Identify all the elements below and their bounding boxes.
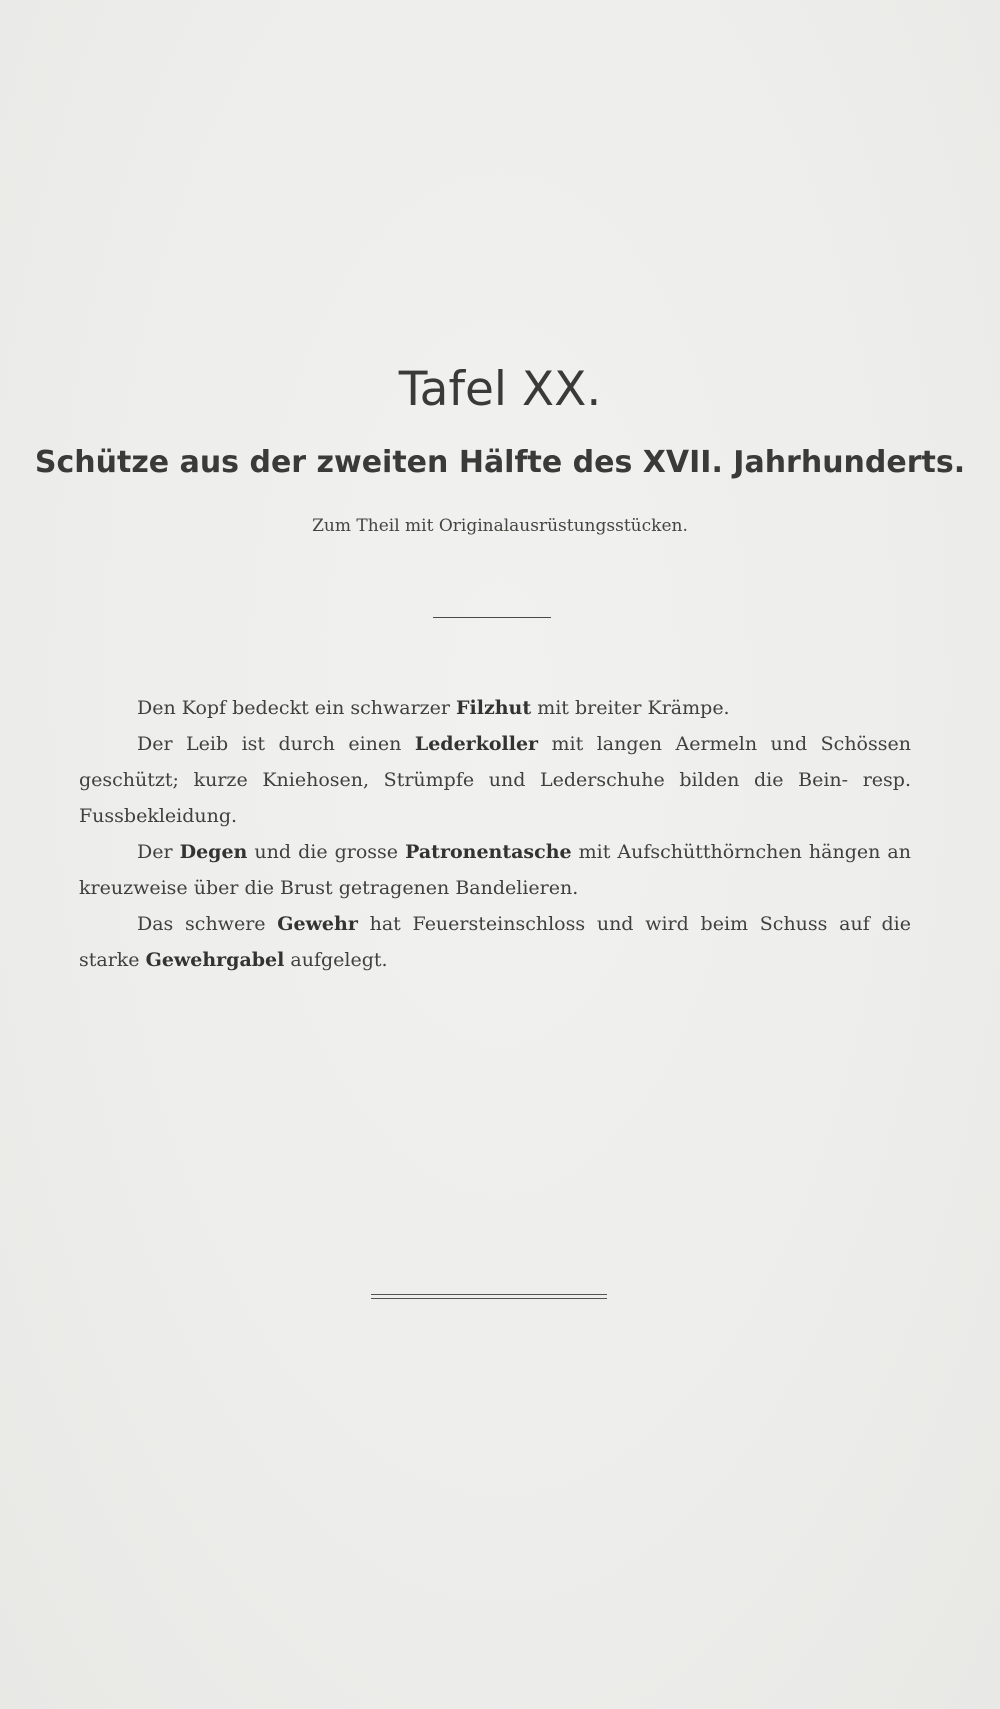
text-run: und die grosse	[247, 841, 406, 863]
paragraph-headwear	[79, 690, 911, 726]
keyword-patronentasche: Patronentasche	[405, 841, 572, 863]
text-run: mit Aufschütthörnchen hängen an kreuzweise über die Brust getragenen Bandelieren.	[79, 841, 911, 899]
text-run: Das schwere	[137, 913, 278, 935]
keyword-gewehrgabel: Gewehrgabel	[145, 949, 285, 971]
plate-note: Zum Theil mit Originalausrüstungsstücken.	[312, 516, 688, 536]
keyword-lederkoller: Lederkoller	[414, 733, 539, 755]
keyword-degen: Degen	[179, 841, 248, 863]
paragraph-weapon	[79, 906, 911, 978]
text-run: hat Feuersteinschloss und wird beim Schuss auf die starke	[79, 913, 911, 971]
text-run: Den Kopf bedeckt ein schwarzer	[137, 697, 457, 719]
text-run: Der Leib ist durch einen	[137, 733, 415, 755]
description-text	[79, 690, 911, 978]
text-run: mit langen Aermeln und Schössen geschützt; kurze Kniehosen, Strümpfe und Lederschuhe bilden die Bein- resp. Fussbekleidung.	[79, 733, 911, 827]
short-divider	[433, 617, 551, 618]
paragraph-equipment	[79, 834, 911, 906]
plate-title: Tafel XX.	[398, 362, 602, 417]
keyword-gewehr: Gewehr	[277, 913, 358, 935]
paragraph-body	[79, 726, 911, 834]
text-run: Der	[137, 841, 180, 863]
keyword-filzhut: Filzhut	[456, 697, 532, 719]
text-run: mit breiter Krämpe.	[531, 697, 730, 719]
double-divider	[371, 1294, 607, 1299]
plate-subtitle: Schütze aus der zweiten Hälfte des XVII. Jahrhunderts.	[34, 445, 966, 480]
text-run: aufgelegt.	[284, 949, 388, 971]
